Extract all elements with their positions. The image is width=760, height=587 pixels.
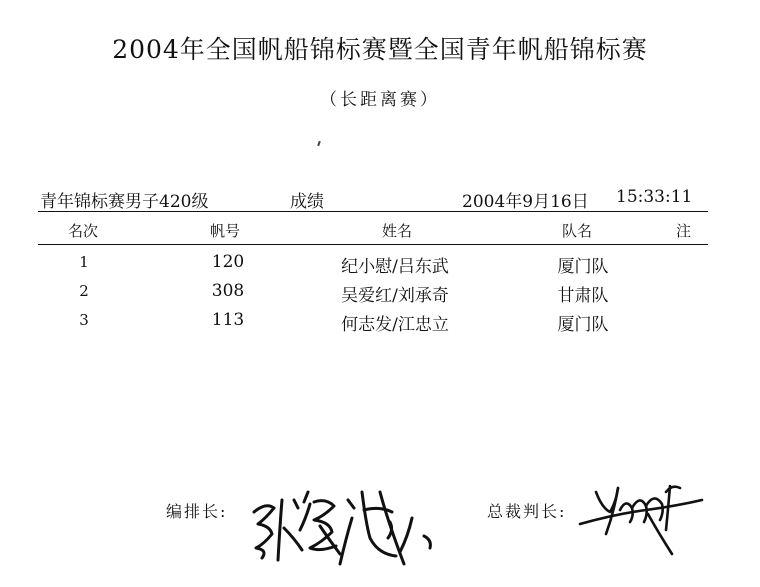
team-cell: 厦门队 [557,315,609,335]
crew-name-cell: 纪小慰/吕东武 [341,257,449,277]
results-label: 成绩 [290,192,324,212]
column-header-sail: 帆号 [210,222,241,240]
event-name: 青年锦标赛男子420级 [40,192,209,212]
crew-name-cell: 吴爱红/刘承奇 [341,286,449,306]
referee-label: 总裁判长: [487,502,567,521]
table-top-rule [38,211,708,212]
sail-number-cell: 308 [211,281,245,301]
sail-number-cell: 120 [211,252,245,272]
column-header-team: 队名 [562,222,593,240]
table-header-rule [38,244,708,245]
rank-cell: 3 [79,311,89,329]
result-time: 15:33:11 [616,187,693,207]
column-header-note: 注 [676,222,692,240]
referee-signature [576,470,706,560]
crew-name-cell: 何志发/江忠立 [341,315,449,335]
rank-cell: 1 [79,253,89,271]
team-cell: 厦门队 [557,257,609,277]
document-subtitle: （长距离赛） [320,90,440,110]
sail-number-cell: 113 [211,310,245,330]
rank-cell: 2 [79,282,89,300]
document-title: 2004年全国帆船锦标赛暨全国青年帆船锦标赛 [112,35,648,64]
editor-signature [240,478,440,570]
column-header-rank: 名次 [68,222,99,240]
editor-label: 编排长: [166,502,228,521]
scan-speck [317,141,321,146]
result-date: 2004年9月16日 [462,192,589,212]
team-cell: 甘肃队 [557,286,609,306]
column-header-name: 姓名 [382,222,413,240]
